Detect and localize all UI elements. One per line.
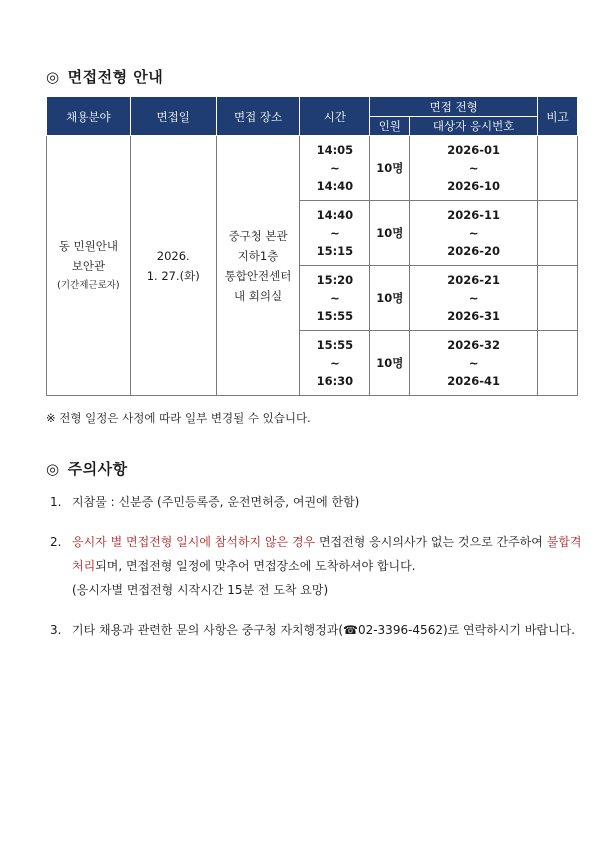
schedule-note: ※ 전형 일정은 사정에 따라 일부 변경될 수 있습니다. [46,411,311,425]
cell-numbers: 2026-32 ~ 2026-41 [410,331,538,396]
cell-remark [538,201,578,266]
cell-remark [538,136,578,201]
section-title-notice [46,458,128,479]
item-text: 지참물 : 신분증 (주민등록증, 운전면허증, 여권에 한함) [72,495,360,509]
notice-list [50,490,585,658]
cell-numbers: 2026-21 ~ 2026-31 [410,266,538,331]
cell-place [216,136,300,396]
place-line4: 내 회의실 [233,288,283,303]
header-count: 인원 [370,117,410,136]
cell-time: 14:40 ~ 15:15 [300,201,370,266]
date-line1: 2026. [156,248,190,263]
place-line1: 중구청 본관 [228,228,288,243]
header-numbers: 대상자 응시번호 [410,117,538,136]
warning-text: 불합격 처리 [72,535,582,573]
header-remark: 비고 [538,98,578,136]
cell-field [47,136,131,396]
item-number: 3. [50,623,62,637]
warning-text: 응시자 별 면접전형 일시에 참석하지 않은 경우 [72,535,316,549]
section-title-text: 면접전형 안내 [67,68,164,86]
field-line2: 보안관 [71,258,106,273]
header-field: 채용분야 [47,98,131,136]
table-row [47,136,578,201]
place-line2: 지하1층 [237,248,279,263]
cell-time: 14:05 ~ 14:40 [300,136,370,201]
item-text: 기타 채용과 관련한 문의 사항은 중구청 자치행정과(☎02-3396-4562)로 연락하시기 바랍니다. [72,623,576,637]
header-interview-group: 면접 전형 [370,98,538,117]
cell-count: 10명 [370,201,410,266]
cell-date [130,136,216,396]
item-number: 2. [50,535,62,549]
interview-schedule-table [46,97,578,396]
header-time: 시간 [300,98,370,136]
double-circle-icon: ◎ [46,460,60,478]
list-item [50,618,585,642]
cell-time: 15:20 ~ 15:55 [300,266,370,331]
double-circle-icon: ◎ [46,68,60,86]
field-line1: 동 민원안내 [58,238,118,253]
section-title-text: 주의사항 [67,460,128,478]
section-title-interview [46,66,163,87]
list-item [50,530,585,602]
cell-time: 15:55 ~ 16:30 [300,331,370,396]
list-item [50,490,585,514]
field-line3: (기간제근로자) [57,279,120,291]
cell-remark [538,331,578,396]
cell-numbers: 2026-01 ~ 2026-10 [410,136,538,201]
cell-count: 10명 [370,136,410,201]
item-text: 응시자 별 면접전형 일시에 참석하지 않은 경우 면접전형 응시의사가 없는 것으로 간주하여 불합격 처리되며, 면접전형 일정에 맞추어 면접장소에 도착하셔야 합니다. (응시자별 면접전형 시작시간 15분 전 도착 요망) [72,535,582,597]
item-number: 1. [50,495,62,509]
header-date: 면접일 [130,98,216,136]
place-line3: 통합안전센터 [224,268,292,283]
cell-numbers: 2026-11 ~ 2026-20 [410,201,538,266]
cell-count: 10명 [370,331,410,396]
cell-count: 10명 [370,266,410,331]
cell-remark [538,266,578,331]
date-line2: 1. 27.(화) [146,268,200,283]
header-place: 면접 장소 [216,98,300,136]
